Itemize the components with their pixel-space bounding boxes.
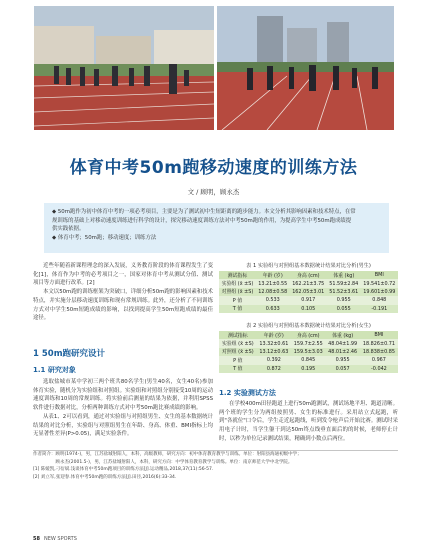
table-row — [219, 339, 398, 347]
table-cell: 0.392 — [257, 356, 291, 364]
table-cell: 0.057 — [325, 365, 359, 373]
track-photo-left — [34, 6, 214, 130]
page-footer — [33, 536, 77, 542]
table-row — [219, 305, 398, 313]
table-cell: 0.872 — [257, 365, 291, 373]
table-cell: P 值 — [219, 356, 257, 364]
abstract-line: 供实践依据。 — [52, 226, 85, 233]
table-cell: 19.601±0.99 — [361, 288, 398, 296]
table-row — [219, 288, 398, 296]
reference-item: [2] 刘立军,张迎春.体育中考50m跑的训练方法[J].田径,2016(6):33-34. — [33, 474, 177, 480]
table-header-cell: BMI — [361, 271, 398, 279]
table-cell: 162.05±3.01 — [290, 288, 327, 296]
table-row — [219, 348, 398, 356]
table2 — [219, 331, 398, 373]
table-row — [219, 279, 398, 287]
table-cell: 48.01±2.46 — [325, 348, 359, 356]
intro-paragraph: 近些年随着新课程理念的深入发展，义务教育阶段的体育课程发生了变化[1]，体育作为中考的必考项目之一，国家对体育中考从测试分值、测试项目等方面进行改革。[2] — [33, 263, 213, 287]
table-cell: 18.838±0.85 — [360, 348, 398, 356]
section12-paragraph: 在学校400m田径跑道上进行50m跑测试，测试场地平坦、跑道清晰。两个班的学生分为两组按照男、女生的标准进行。采用站立式起跑，听到"各就位"口令后，学生走近起跑线，听到发令枪声后开始比赛。测试时采用电子计时，当学生躯干到达50m终点线垂直面后的的时候，老师停止计时，以秒为单位记录测试结果，精确到小数点后两位。 — [219, 401, 398, 442]
subsection-heading: 1.1 研究对象 — [33, 366, 76, 374]
article-authors: 文 / 顾明，顾永杰 — [187, 188, 240, 196]
table-cell: -0.042 — [360, 365, 398, 373]
table-header-cell: 体重 (kg) — [325, 331, 359, 339]
table-cell: 0.967 — [360, 356, 398, 364]
table-cell: 48.04±1.99 — [325, 339, 359, 347]
track-photo-right — [217, 6, 394, 130]
intro-paragraph: 本文以50m跑的训练框架为突破口，详细分析50m跑的影响因素和技术特点，并实施分层移动速度训练和现有常规训练。此外，还分析了不同训练方式对中学生50m短跑成绩的影响，以找到提高学生50m短跑成绩的最佳途径。 — [33, 289, 213, 322]
section-heading: 1 50m跑研究设计 — [33, 349, 106, 359]
table-header-cell: 年龄 (岁) — [257, 331, 291, 339]
table-cell: 0.055 — [327, 305, 361, 313]
table-cell: 实验组 (x̄ ±S) — [219, 279, 256, 287]
author-note: 顾永杰(2001.5-)，男，江苏盐城射阳人，本科，研究方向：中学体育教育教学与训练。单位：南京师范大学中北学院。 — [33, 459, 293, 465]
table-header-cell: 体重 (kg) — [327, 271, 361, 279]
table-header-cell: 测试指标 — [219, 331, 257, 339]
reference-item: [1] 陈媛凯,刁衍斌.浅谈体育中考50m跑项目的训练方法[J].运动精品,2018,37(11):56-57. — [33, 467, 214, 473]
header-photos — [34, 6, 394, 130]
table-header-cell: BMI — [360, 331, 398, 339]
table-cell: 对照组 (x̄ ±S) — [219, 348, 257, 356]
subsection-heading: 1.2 实验测试方法 — [219, 389, 276, 397]
table-cell: 13.32±0.61 — [257, 339, 291, 347]
section12-text — [219, 400, 398, 444]
table-row — [219, 356, 398, 364]
table-cell: 159.7±2.55 — [291, 339, 325, 347]
table-cell: 0.917 — [290, 296, 327, 304]
abstract-line: ◆ 50m跑作为初中体育中考的一项必考项目，主要是为了测试初中生短距离的跑步能力。本文分析其影响因素和技术特点，在常 — [52, 209, 356, 215]
table-cell: -0.191 — [361, 305, 398, 313]
table2-caption: 表 2 实验组与对照组基本数据统计结果对比分析(女生) — [246, 323, 371, 329]
table-cell: 13.12±0.63 — [257, 348, 291, 356]
section11-paragraph: 从表1、2可以看到，通过对实验组与对照组男生、女生的基本数据统计结果的对比分析，实验组与对照组男生在年龄、身高、体重、BMI指标上均无显著性差异(P>0.05)，满足实验条件。 — [33, 413, 213, 438]
intro-text — [33, 262, 213, 323]
table-cell: 0.955 — [325, 356, 359, 364]
table-cell: T 值 — [219, 365, 257, 373]
table1-caption: 表 1 实验组与对照组基本数据统计结果对比分析(男生) — [246, 263, 371, 269]
table-header-cell: 身高 (cm) — [291, 331, 325, 339]
section11-paragraph: 选取盐城市某中学初三两个班共80名学生(男生40名，女生40名)参加体育实验，随机分为实验组和对照组。实验组和对照组分别接受10周的运动速度训练和10周的常规训练。将实验前后测量的结果为依据，并利用SPSS软件进行数据对比，分析两种训练方式对中考50m跑比赛成绩的影响。 — [33, 379, 213, 412]
table-header-cell: 年龄 (岁) — [256, 271, 290, 279]
abstract-line: 规训练的基础上对移动速度训练进行科学的设计，探究移动速度训练方法对中考50m跑的作用，为提高学生中考50m跑成绩提 — [52, 217, 352, 224]
abstract-box — [44, 203, 389, 253]
table-cell: 0.955 — [327, 296, 361, 304]
table-cell: 19.541±0.72 — [361, 279, 398, 287]
table-cell: 12.08±0.58 — [256, 288, 290, 296]
table-cell: 18.826±0.71 — [360, 339, 398, 347]
table-cell: 51.52±3.61 — [327, 288, 361, 296]
keywords-line: ◆ 体育中考；50m跑；移动速度；训练方法 — [52, 234, 157, 241]
journal-name: NEW SPORTS — [43, 536, 77, 542]
table-cell: 162.21±3.75 — [290, 279, 327, 287]
author-note: 作者简介：顾明(1974-)，男，江苏盐城射阳人，本科，高级教师，研究方向：初中体育教育教学与训练。单位：射阳县海通初级中学； — [33, 452, 302, 457]
table-cell: 0.195 — [291, 365, 325, 373]
table-cell: 0.848 — [361, 296, 398, 304]
table-cell: 0.845 — [291, 356, 325, 364]
table-cell: 0.633 — [256, 305, 290, 313]
table-cell: T 值 — [219, 305, 256, 313]
section11-text — [33, 378, 213, 439]
page-number: 58 — [33, 536, 40, 542]
table-cell: 0.105 — [290, 305, 327, 313]
article-title: 体育中考50m跑移动速度的训练方法 — [69, 158, 358, 178]
table-header-cell: 测试指标 — [219, 271, 256, 279]
table1 — [219, 271, 398, 313]
table-cell: 对照组 (x̄ ±S) — [219, 288, 256, 296]
table-cell: 159.5±3.03 — [291, 348, 325, 356]
table-cell: P 值 — [219, 296, 256, 304]
table-cell: 实验组 (x̄ ±S) — [219, 339, 257, 347]
footnotes — [33, 451, 398, 481]
table-cell: 13.21±0.55 — [256, 279, 290, 287]
table-row — [219, 365, 398, 373]
table-header-cell: 身高 (cm) — [290, 271, 327, 279]
table-cell: 51.59±2.84 — [327, 279, 361, 287]
table-cell: 0.533 — [256, 296, 290, 304]
table-row — [219, 296, 398, 304]
